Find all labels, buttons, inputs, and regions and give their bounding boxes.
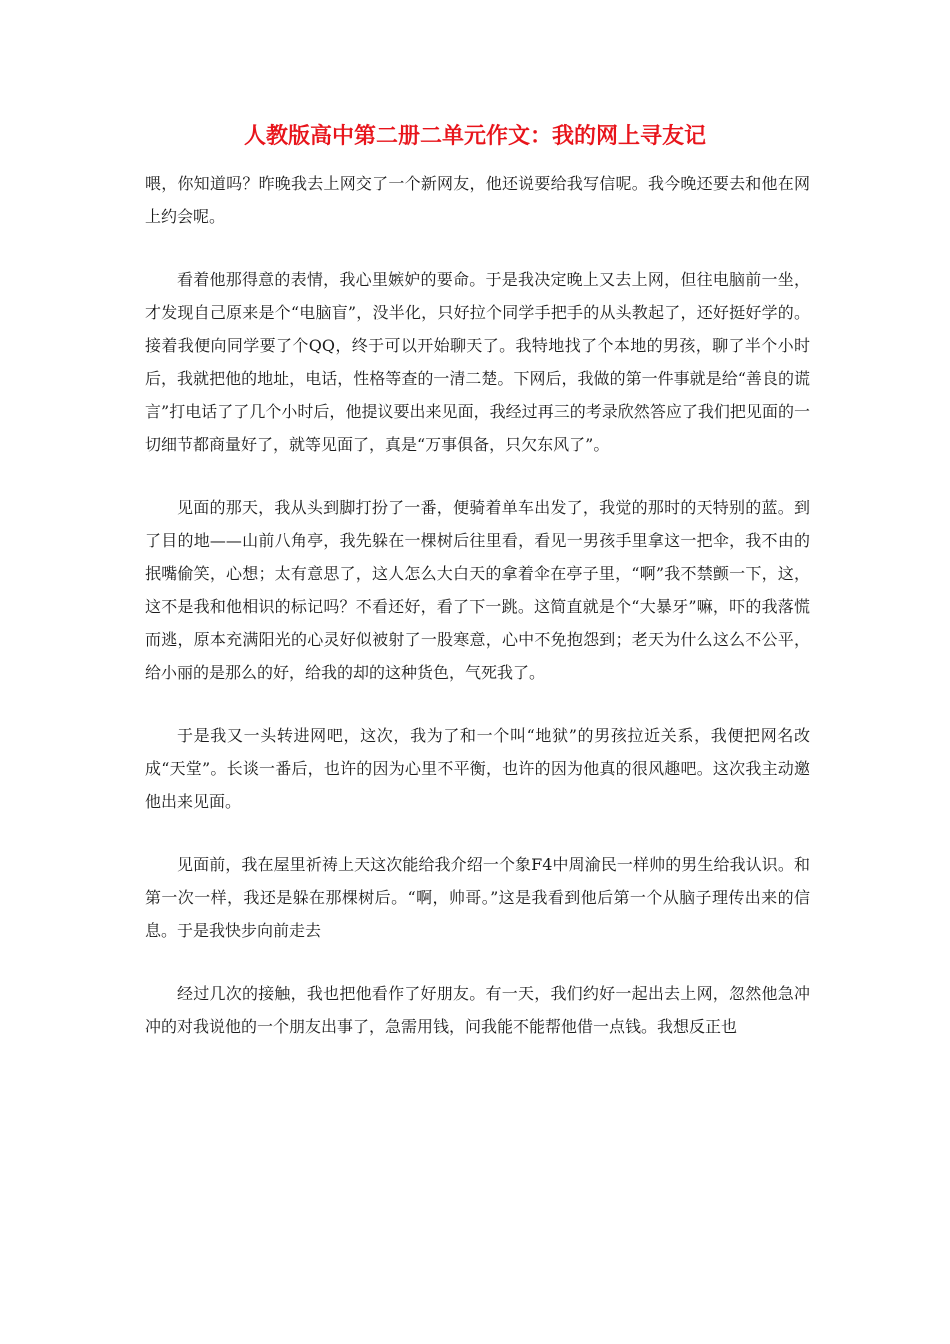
paragraph: 于是我又一头转进网吧，这次，我为了和一个叫“地狱”的男孩拉近关系，我便把网名改成“天堂”。长谈一番后，也许的因为心里不平衡，也许的因为他真的很风趣吧。这次我主动邀他出来见面。 [145,726,810,811]
paragraph: 见面前，我在屋里祈祷上天这次能给我介绍一个象F4中周渝民一样帅的男生给我认识。和第一次一样，我还是躲在那棵树后。“啊，帅哥。”这是我看到他后第一个从脑子理传出来的信息。于是我快步向前走去 [145,855,810,940]
document-title: 人教版高中第二册二单元作文：我的网上寻友记 [243,123,706,149]
document-body [145,167,810,1073]
paragraph: 喂，你知道吗？昨晚我去上网交了一个新网友，他还说要给我写信呢。我今晚还要去和他在网上约会呢。 [145,174,810,226]
paragraph: 看着他那得意的表情，我心里嫉妒的要命。于是我决定晚上又去上网，但往电脑前一坐，才发现自己原来是个“电脑盲”，没半化，只好拉个同学手把手的从头教起了，还好挺好学的。接着我便向同学要了个QQ，终于可以开始聊天了。我特地找了个本地的男孩，聊了半个小时后，我就把他的地址，电话，性格等查的一清二楚。下网后，我做的第一件事就是给“善良的谎言”打电话了了几个小时后，他提议要出来见面，我经过再三的考录欣然答应了我们把见面的一切细节都商量好了，就等见面了，真是“万事俱备，只欠东风了”。 [145,270,810,454]
paragraph: 见面的那天，我从头到脚打扮了一番，便骑着单车出发了，我觉的那时的天特别的蓝。到了目的地——山前八角亭，我先躲在一棵树后往里看，看见一男孩手里拿这一把伞，我不由的抿嘴偷笑，心想；太有意思了，这人怎么大白天的拿着伞在亭子里，“啊”我不禁颤一下，这，这不是我和他相识的标记吗？不看还好，看了下一跳。这简直就是个“大暴牙”嘛，吓的我落慌而逃，原本充满阳光的心灵好似被射了一股寒意，心中不免抱怨到；老天为什么这么不公平，给小丽的是那么的好，给我的却的这种货色，气死我了。 [145,498,810,682]
paragraph: 经过几次的接触，我也把他看作了好朋友。有一天，我们约好一起出去上网，忽然他急冲冲的对我说他的一个朋友出事了，急需用钱，问我能不能帮他借一点钱。我想反正也 [145,984,810,1036]
